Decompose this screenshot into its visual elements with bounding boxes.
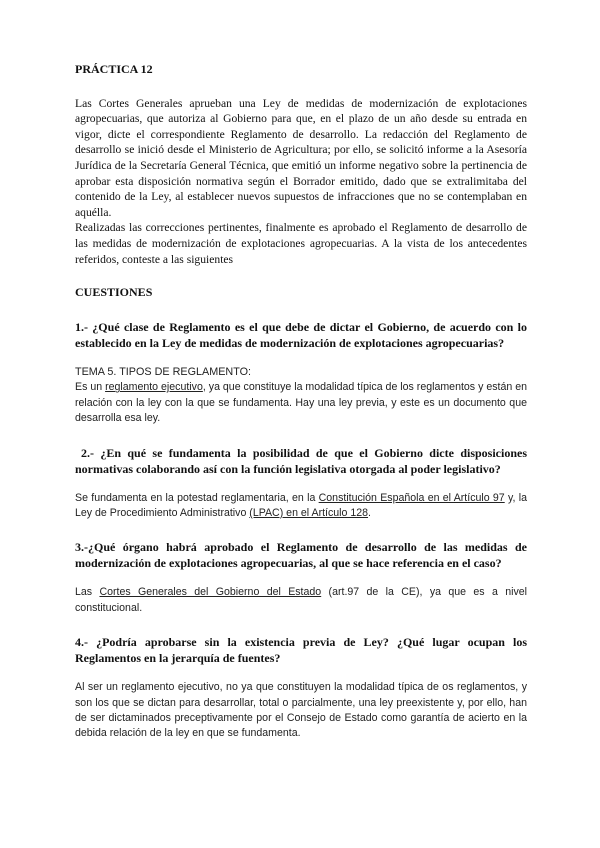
answer-1: [75, 380, 527, 426]
answer-3-text-post: (art.97 de la CE), ya que es a nivel constitucional.: [75, 586, 528, 614]
document-page: [75, 62, 527, 742]
answer-3: [75, 585, 527, 616]
question-3: 3.-¿Qué órgano habrá aprobado el Reglamento de desarrollo de las medidas de modernización de explotaciones agropecuarias, al que se hace referencia en el caso?: [75, 540, 527, 571]
page-title: PRÁCTICA 12: [75, 62, 153, 76]
cuestiones-heading: CUESTIONES: [75, 285, 153, 300]
tema-heading: TEMA 5. TIPOS DE REGLAMENTO:: [75, 365, 251, 378]
answer-1-text-post: , ya que constituye la modalidad típica de los reglamentos y están en relación con la ley con la que se fundamenta. Hay una ley previa, y este es un documento que desarrolla esa ley.: [75, 381, 527, 425]
answer-2-text-post: .: [368, 506, 371, 519]
answer-1-link[interactable]: reglamento ejecutivo: [105, 381, 203, 394]
answer-3-text-pre: Las: [75, 586, 100, 599]
answer-2-link-lpac[interactable]: (LPAC) en el Artículo 128: [249, 506, 369, 519]
intro-paragraph-1: Las Cortes Generales aprueban una Ley de medidas de modernización de explotaciones agropecuarias, que autoriza al Gobierno para que, en el plazo de un año desde su entrada en vigor, dicte el correspondiente Reglamento de desarrollo. La redacción del Reglamento de desarrollo se inició desde el Ministerio de Agricultura; por ello, se solicitó informe a la Asesoría Jurídica de la Secretaría General Técnica, que emitió un informe negativo sobre la pertinencia de aprobar esta disposición normativa según el Borrador emitido, dado que se extralimitaba del contenido de la Ley, al establecer nuevos supuestos de infracciones que no se contemplaban en aquélla.: [75, 96, 527, 219]
answer-2-text-mid: y, la Ley de Procedimiento Administrativo: [75, 491, 527, 519]
question-4: 4.- ¿Podría aprobarse sin la existencia previa de Ley? ¿Qué lugar ocupan los Reglamentos en la jerarquía de fuentes?: [75, 635, 527, 666]
answer-3-link[interactable]: Cortes Generales del Gobierno del Estado: [99, 586, 322, 599]
answer-1-text-pre: Es un: [75, 381, 106, 394]
answer-2-text-pre: Se fundamenta en la potestad reglamentaria, en la: [75, 491, 319, 504]
answer-4: Al ser un reglamento ejecutivo, no ya que constituyen la modalidad típica de os reglamentos, y son los que se dictan para desarrollar, total o parcialmente, una ley preexistente y, por ello, han de ser dictaminados preceptivamente por el Consejo de Estado como garantía de acierto en la debida relación de la ley en que se fundamenta.: [75, 681, 527, 740]
intro-paragraph-2: Realizadas las correcciones pertinentes, finalmente es aprobado el Reglamento de desarrollo de las medidas de modernización de explotaciones agropecuarias. A la vista de los antecedentes referidos, conteste a las siguientes: [75, 221, 527, 266]
answer-2: [75, 491, 527, 522]
question-2: 2.- ¿En qué se fundamenta la posibilidad de que el Gobierno dicte disposiciones normativas colaborando así con la función legislativa otorgada al poder legislativo?: [75, 445, 527, 476]
answer-2-link-constitucion[interactable]: Constitución Española en el Artículo 97: [318, 491, 505, 504]
question-1: 1.- ¿Qué clase de Reglamento es el que debe de dictar el Gobierno, de acuerdo con lo establecido en la Ley de medidas de modernización de explotaciones agropecuarias?: [75, 319, 527, 350]
